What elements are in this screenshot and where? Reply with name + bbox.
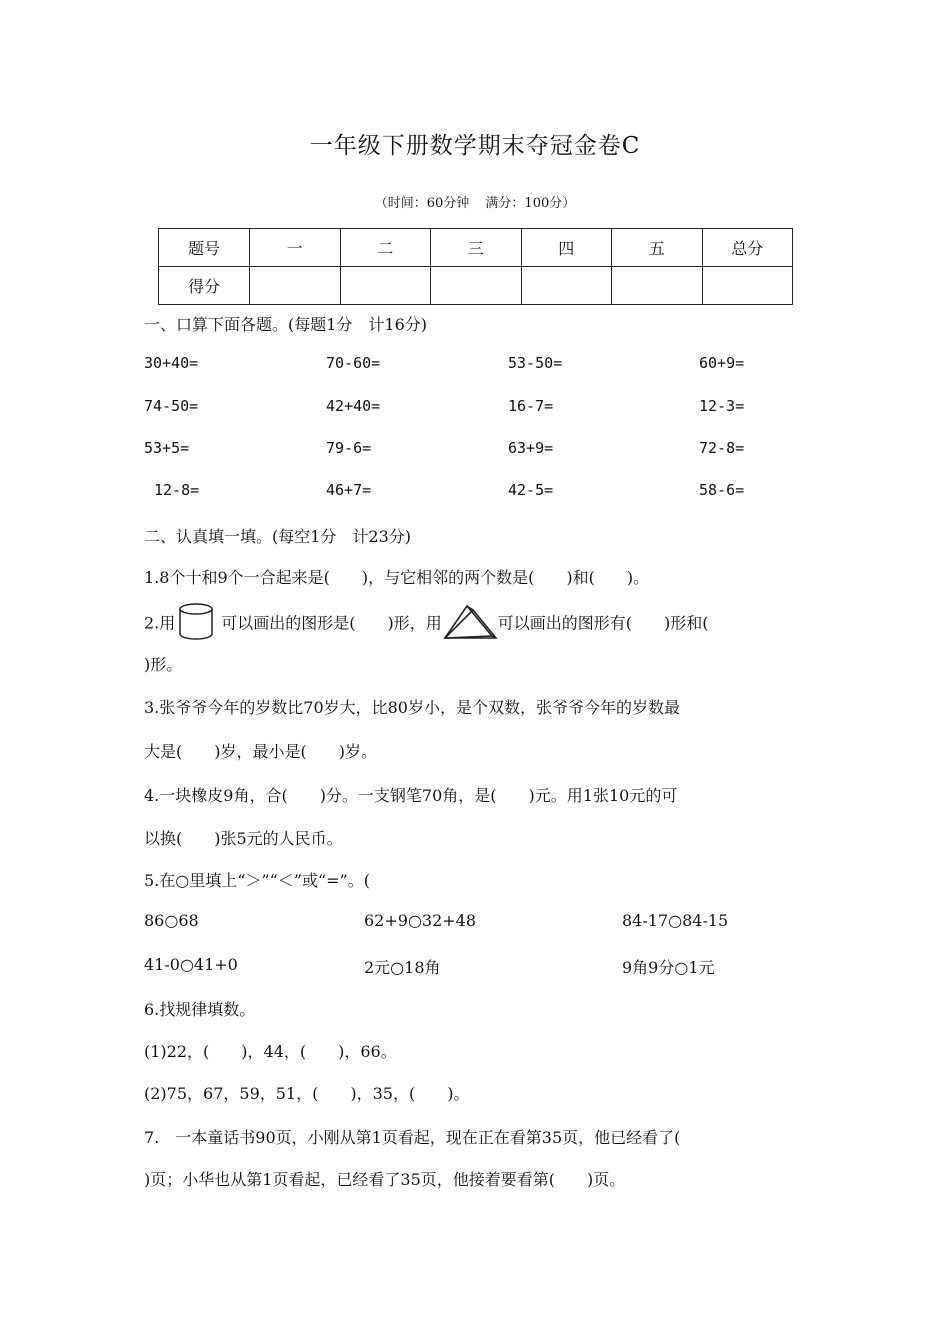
score-header-cell: 题号 (159, 229, 250, 267)
score-header-cell: 总分 (702, 229, 793, 267)
calc-item: 30+40= (144, 354, 199, 372)
calc-item: 12-8= (154, 481, 200, 499)
calc-item: 42-5= (508, 481, 554, 499)
question-2-line-2: )形。 (144, 655, 183, 674)
compare-item: 2元○18角 (364, 958, 441, 977)
question-1: 1.8个十和9个一合起来是( )，与它相邻的两个数是( )和( )。 (144, 568, 650, 587)
calc-item: 46+7= (326, 481, 372, 499)
score-table-header-row (159, 229, 793, 267)
score-row-label: 得分 (159, 267, 250, 305)
calc-item: 16-7= (508, 397, 554, 415)
question-2-prefix: 2.用 (144, 613, 176, 633)
question-6-part-1: (1)22，( )，44，( )，66。 (144, 1042, 397, 1061)
question-6-heading: 6.找规律填数。 (144, 1000, 256, 1019)
calc-item: 42+40= (326, 397, 381, 415)
question-4-line-1: 4.一块橡皮9角，合( )分。一支钢笔70角，是( )元。用1张10元的可 (144, 786, 678, 805)
score-table-score-row (159, 267, 793, 305)
compare-item: 84-17○84-15 (622, 911, 729, 930)
question-3-line-1: 3.张爷爷今年的岁数比70岁大，比80岁小，是个双数，张爷爷今年的岁数最 (144, 698, 680, 717)
calc-item: 58-6= (699, 481, 745, 499)
score-cell[interactable] (702, 267, 793, 305)
calc-item: 60+9= (699, 354, 745, 372)
calc-item: 79-6= (326, 439, 372, 457)
exam-info (0, 192, 950, 211)
page-title: 一年级下册数学期末夺冠金卷C (309, 133, 641, 159)
score-cell[interactable] (612, 267, 703, 305)
triangular-prism-icon (442, 602, 498, 646)
calc-item: 53+5= (144, 439, 190, 457)
question-2-suffix: 可以画出的图形有( )形和( (497, 613, 709, 633)
question-5-heading: 5.在○里填上“＞”“＜”或“=”。( (144, 871, 370, 890)
score-header-cell: 四 (521, 229, 612, 267)
question-7-line-2: )页；小华也从第1页看起，已经看了35页，他接着要看第( )页。 (144, 1170, 626, 1189)
score-table (158, 228, 793, 305)
calc-item: 70-60= (326, 354, 381, 372)
section-1-heading: 一、口算下面各题。(每题1分 计16分) (144, 315, 428, 334)
question-6-part-2: (2)75，67，59，51，( )，35，( )。 (144, 1084, 470, 1103)
question-3-line-2: 大是( )岁，最小是( )岁。 (144, 742, 377, 761)
question-2 (144, 602, 709, 642)
calc-item: 53-50= (508, 354, 563, 372)
exam-full-score: 满分：100分） (485, 196, 576, 211)
section-2-heading: 二、认真填一填。(每空1分 计23分) (144, 527, 412, 546)
score-header-cell: 一 (250, 229, 341, 267)
score-header-cell: 五 (612, 229, 703, 267)
compare-item: 41-0○41+0 (144, 955, 238, 974)
compare-item: 86○68 (144, 911, 199, 930)
question-4-line-2: 以换( )张5元的人民币。 (144, 829, 343, 848)
score-header-cell: 二 (340, 229, 431, 267)
calc-item: 74-50= (144, 397, 199, 415)
exam-time: （时间：60分钟 (374, 196, 470, 211)
score-cell[interactable] (431, 267, 522, 305)
score-header-cell: 三 (431, 229, 522, 267)
calc-item: 63+9= (508, 439, 554, 457)
compare-item: 62+9○32+48 (364, 911, 477, 930)
calc-item: 12-3= (699, 397, 745, 415)
question-7-line-1: 7. 一本童话书90页，小刚从第1页看起，现在正在看第35页，他已经看了( (144, 1128, 681, 1147)
calc-item: 72-8= (699, 439, 745, 457)
score-cell[interactable] (250, 267, 341, 305)
cylinder-icon (175, 602, 221, 646)
score-cell[interactable] (340, 267, 431, 305)
score-cell[interactable] (521, 267, 612, 305)
question-2-middle: 可以画出的图形是( )形，用 (221, 613, 442, 633)
compare-item: 9角9分○1元 (622, 958, 715, 977)
